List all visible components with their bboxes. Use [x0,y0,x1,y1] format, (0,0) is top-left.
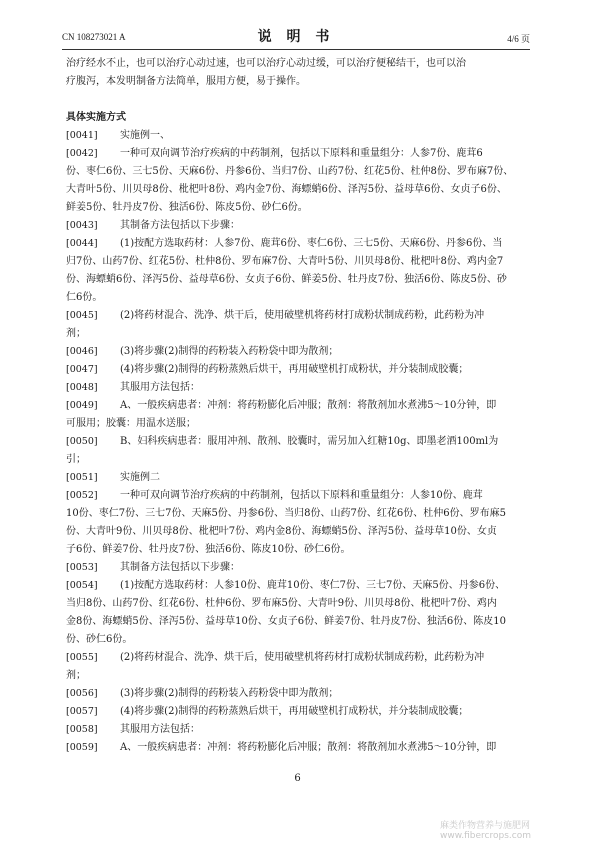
paragraph-number: [0057] [66,706,98,717]
paragraph-line: 其制备方法包括以下步骤： [120,562,240,573]
paragraph-line: 可服用；胶囊：用温水送服； [66,418,196,429]
page-number: 6 [294,773,301,784]
paragraph-number: [0051] [66,472,98,483]
paragraph-line: (3)将步骤(2)制得的药粉装入药粉袋中即为散剂； [120,688,339,699]
paragraph [66,235,528,307]
paragraph-line: B、妇科疾病患者：服用冲剂、散剂、胶囊时，需另加入红糖10g、即墨老酒100ml为 [120,436,499,447]
paragraph-number: [0050] [66,436,98,447]
paragraph [66,739,528,757]
paragraph [66,577,528,649]
paragraph-line: 份、砂仁6份。 [66,634,133,645]
intro-line: 治疗经水不止，也可以治疗心动过速，也可以治疗心动过缓，可以治疗便秘结干，也可以治 [66,58,466,69]
paragraph [66,145,528,217]
paragraph-line: (3)将步骤(2)制得的药粉装入药粉袋中即为散剂； [120,346,339,357]
paragraph-line: (2)将药材混合、洗净、烘干后，使用破壁机将药材打成粉状制成药粉，此药粉为冲 [120,652,485,663]
paragraph-line: 鲜姜5份、牡丹皮7份、独活6份、陈皮5份、砂仁6份。 [66,202,308,213]
paragraph-line: 子6份、鲜姜7份、牡丹皮7份、独活6份、陈皮10份、砂仁6份。 [66,544,351,555]
paragraph-number: [0048] [66,382,98,393]
paragraph-line: 归7份、山药7份、红花5份、杜仲8份、罗布麻7份、大青叶5份、川贝母8份、枇杷叶8份、鸡内金7 [66,256,504,267]
paragraph [66,685,528,703]
page-title: 说 明 书 [257,29,335,45]
paragraph-line: 大青叶5份、川贝母8份、枇杷叶8份、鸡内金7份、海螵蛸6份、泽泻5份、益母草6份、女贞子6份、 [66,184,507,195]
paragraph-line: (1)按配方选取药材：人参10份、鹿茸10份、枣仁7份、三七7份、天麻5份、丹参6份、 [120,580,506,591]
paragraph-list [66,127,528,757]
paragraph-line: A、一般疾病患者：冲剂：将药粉膨化后冲服；散剂：将散剂加水煮沸5～10分钟，即 [120,742,497,753]
paragraph-number: [0055] [66,652,98,663]
paragraph-number: [0043] [66,220,98,231]
paragraph [66,127,528,145]
paragraph [66,487,528,559]
paragraph-number: [0058] [66,724,98,735]
paragraph-line: 剂； [66,670,86,681]
document-number: CN 108273021 A [62,32,126,42]
paragraph-number: [0053] [66,562,98,573]
paragraph-line: 份、枣仁6份、三七5份、天麻6份、丹参6份、当归7份、山药7份、红花5份、杜仲8份、罗布麻7份、 [66,166,514,177]
paragraph-line: 其服用方法包括： [120,382,200,393]
paragraph-line: (2)将药材混合、洗净、烘干后，使用破壁机将药材打成粉状制成药粉，此药粉为冲 [120,310,485,321]
spacer [66,91,528,109]
paragraph-line: 10份、枣仁7份、三七7份、天麻5份、丹参6份、当归8份、山药7份、红花6份、杜仲6份、罗布麻5 [66,508,506,519]
paragraph-line: 金8份、海螵蛸5份、泽泻5份、益母草10份、女贞子6份、鲜姜7份、牡丹皮7份、独活6份、陈皮10 [66,616,506,627]
intro-line: 疗腹泻，本发明制备方法简单，服用方便，易于操作。 [66,76,306,87]
paragraph [66,343,528,361]
paragraph-number: [0042] [66,148,98,159]
section-heading: 具体实施方式 [66,112,126,123]
paragraph-number: [0054] [66,580,98,591]
paragraph-line: 实施例二 [120,472,160,483]
paragraph-line: 引； [66,454,86,465]
paragraph-line: (1)按配方选取药材：人参7份、鹿茸6份、枣仁6份、三七5份、天麻6份、丹参6份、当 [120,238,503,249]
paragraph [66,379,528,397]
document-body [66,55,528,757]
paragraph-line: 仁6份。 [66,292,103,303]
paragraph-line: 当归8份、山药7份、红花6份、杜仲6份、罗布麻5份、大青叶9份、川贝母8份、枇杷叶7份、鸡内 [66,598,497,609]
paragraph-number: [0059] [66,742,98,753]
paragraph [66,703,528,721]
watermark-text: 麻类作物营养与施肥网 www.fibercrops.com [440,821,531,841]
paragraph-line: 一种可双向调节治疗疾病的中药制剂，包括以下原料和重量组分：人参10份、鹿茸 [120,490,483,501]
paragraph-number: [0052] [66,490,98,501]
paragraph-line: 其制备方法包括以下步骤： [120,220,240,231]
header-divider [62,49,530,50]
page-header [62,26,530,46]
paragraph-line: 其服用方法包括： [120,724,200,735]
paragraph [66,559,528,577]
paragraph [66,469,528,487]
paragraph-line: (4)将步骤(2)制得的药粉蒸熟后烘干，再用破壁机打成粉状，并分装制成胶囊； [120,706,469,717]
paragraph [66,217,528,235]
paragraph-line: 一种可双向调节治疗疾病的中药制剂，包括以下原料和重量组分：人参7份、鹿茸6 [120,148,483,159]
paragraph [66,721,528,739]
paragraph-line: 实施例一、 [120,130,170,141]
page-indicator: 4/6 页 [507,34,530,44]
paragraph-number: [0047] [66,364,98,375]
paragraph [66,307,528,343]
paragraph-line: 剂； [66,328,86,339]
paragraph-number: [0049] [66,400,98,411]
paragraph [66,361,528,379]
paragraph-number: [0041] [66,130,98,141]
paragraph-line: 份、大青叶9份、川贝母8份、枇杷叶7份、鸡内金8份、海螵蛸5份、泽泻5份、益母草10份、女贞 [66,526,497,537]
paragraph [66,649,528,685]
paragraph-line: 份、海螵蛸6份、泽泻5份、益母草6份、女贞子6份、鲜姜5份、牡丹皮7份、独活6份、陈皮5份、砂 [66,274,507,285]
paragraph-number: [0044] [66,238,98,249]
paragraph-number: [0046] [66,346,98,357]
paragraph-line: (4)将步骤(2)制得的药粉蒸熟后烘干，再用破壁机打成粉状，并分装制成胶囊； [120,364,469,375]
paragraph [66,397,528,433]
paragraph-line: A、一般疾病患者：冲剂：将药粉膨化后冲服；散剂：将散剂加水煮沸5～10分钟，即 [120,400,497,411]
paragraph-number: [0056] [66,688,98,699]
paragraph [66,433,528,469]
paragraph-number: [0045] [66,310,98,321]
